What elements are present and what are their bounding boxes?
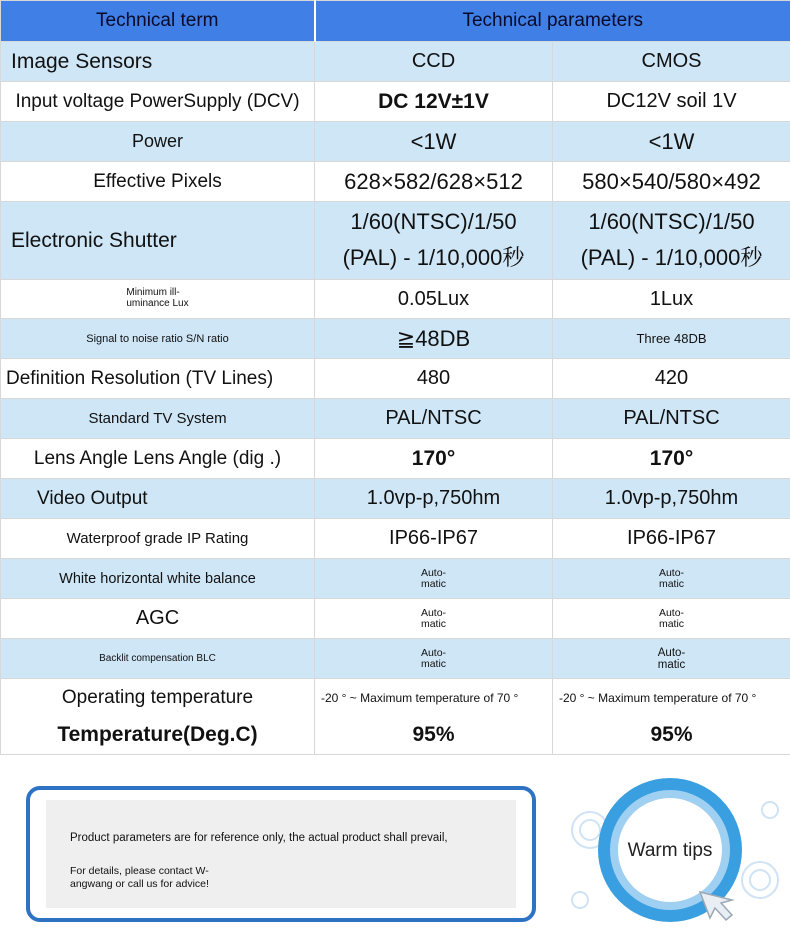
- row-value-ccd: 1.0vp-p,750hm: [315, 479, 553, 519]
- row-value-cmos: [553, 639, 790, 679]
- row-value-cmos: <1W: [553, 122, 790, 162]
- row-value-cmos: 170°: [553, 439, 790, 479]
- row-term: Signal to noise ratio S/N ratio: [1, 319, 315, 359]
- value-line-1: Auto-: [658, 566, 685, 579]
- tip-contact-line-2: angwang or call us for advice!: [70, 878, 209, 890]
- row-term-text: [126, 287, 188, 309]
- row-value-cmos: [553, 599, 790, 639]
- row-term-line-2: uminance Lux: [126, 298, 189, 309]
- value-line-2: matic: [420, 577, 447, 590]
- value-line-1: Auto-: [658, 606, 685, 619]
- row-term-line-1: Minimum ill-: [126, 287, 180, 298]
- table-row: [1, 359, 790, 399]
- row-value-ccd: [315, 559, 553, 599]
- tip-contact-line-1: For details, please contact W-: [70, 865, 209, 877]
- row-term: Power: [1, 122, 315, 162]
- row-value-ccd: 0.05Lux: [315, 280, 553, 319]
- row-value-cmos: 1.0vp-p,750hm: [553, 479, 790, 519]
- value-line-1: Auto-: [420, 566, 447, 579]
- row-term: Waterproof grade IP Rating: [1, 519, 315, 559]
- row-term: AGC: [1, 599, 315, 639]
- header-term: Technical term: [1, 1, 315, 42]
- value-line-2: matic: [657, 658, 686, 671]
- tip-text-contact: [70, 865, 240, 891]
- row-value-ccd: [315, 202, 553, 280]
- table-row: [1, 42, 790, 82]
- shutter-line-1: 1/60(NTSC)/1/50: [588, 209, 755, 234]
- table-row: [1, 82, 790, 122]
- table-row: [1, 319, 790, 359]
- shutter-line-1: 1/60(NTSC)/1/50: [350, 209, 517, 234]
- row-term: Operating temperature: [1, 679, 315, 717]
- value-line-2: matic: [420, 617, 447, 630]
- row-value-ccd: DC 12V±1V: [315, 82, 553, 122]
- value-line-2: matic: [658, 577, 685, 590]
- row-value-ccd: 480: [315, 359, 553, 399]
- row-term: Lens Angle Lens Angle (dig .): [1, 439, 315, 479]
- table-header-row: [1, 1, 790, 42]
- value-line-1: Auto-: [420, 646, 447, 659]
- table-row: [1, 599, 790, 639]
- row-value-ccd: 95%: [315, 717, 553, 755]
- table-row: [1, 280, 790, 319]
- table-row: [1, 162, 790, 202]
- row-term: Image Sensors: [1, 42, 315, 82]
- row-value-cmos: DC12V soil 1V: [553, 82, 790, 122]
- row-value-ccd: [315, 599, 553, 639]
- row-term: Backlit compensation BLC: [1, 639, 315, 679]
- row-value-ccd: <1W: [315, 122, 553, 162]
- table-row: [1, 122, 790, 162]
- row-value-cmos: 1Lux: [553, 280, 790, 319]
- shutter-line-2: (PAL) - 1/10,000秒: [580, 245, 763, 270]
- row-value-cmos: CMOS: [553, 42, 790, 82]
- row-value-ccd: 170°: [315, 439, 553, 479]
- table-row: [1, 559, 790, 599]
- row-value-cmos: [553, 202, 790, 280]
- row-term: Video Output: [1, 479, 315, 519]
- table-row: [1, 399, 790, 439]
- row-value-ccd: -20 ° ~ Maximum temperature of 70 °: [315, 679, 553, 717]
- row-value-ccd: CCD: [315, 42, 553, 82]
- warm-tips-label: Warm tips: [627, 840, 713, 861]
- row-value-ccd: ≧48DB: [315, 319, 553, 359]
- value-line-1: Auto-: [657, 646, 686, 659]
- value-line-1: Auto-: [420, 606, 447, 619]
- row-term: Definition Resolution (TV Lines): [1, 359, 315, 399]
- table-row: [1, 519, 790, 559]
- shutter-line-2: (PAL) - 1/10,000秒: [342, 245, 525, 270]
- row-value-cmos: 95%: [553, 717, 790, 755]
- row-term: Temperature(Deg.C): [1, 717, 315, 755]
- table-row: [1, 439, 790, 479]
- value-line-2: matic: [420, 657, 447, 670]
- row-value-cmos: Three 48DB: [553, 319, 790, 359]
- row-term: White horizontal white balance: [1, 559, 315, 599]
- table-row: [1, 639, 790, 679]
- tips-panel: [26, 786, 536, 922]
- row-term: [1, 280, 315, 319]
- row-value-cmos: -20 ° ~ Maximum temperature of 70 °: [553, 679, 790, 717]
- row-value-cmos: [553, 559, 790, 599]
- header-params: Technical parameters: [315, 1, 790, 42]
- row-value-cmos: 420: [553, 359, 790, 399]
- row-value-cmos: 580×540/580×492: [553, 162, 790, 202]
- row-value-ccd: 628×582/628×512: [315, 162, 553, 202]
- table-row: [1, 479, 790, 519]
- row-value-ccd: IP66-IP67: [315, 519, 553, 559]
- row-value-ccd: PAL/NTSC: [315, 399, 553, 439]
- row-value-ccd: [315, 639, 553, 679]
- tips-panel-body: [46, 800, 516, 908]
- tip-text-reference: Product parameters are for reference only, the actual product shall prevail,: [70, 832, 448, 844]
- table-row: [1, 717, 790, 755]
- row-term: Electronic Shutter: [1, 202, 315, 280]
- row-term: Effective Pixels: [1, 162, 315, 202]
- row-value-cmos: PAL/NTSC: [553, 399, 790, 439]
- row-term: Standard TV System: [1, 399, 315, 439]
- row-value-cmos: IP66-IP67: [553, 519, 790, 559]
- value-line-2: matic: [658, 617, 685, 630]
- table-row: [1, 202, 790, 280]
- table-row: [1, 679, 790, 717]
- row-term: Input voltage PowerSupply (DCV): [1, 82, 315, 122]
